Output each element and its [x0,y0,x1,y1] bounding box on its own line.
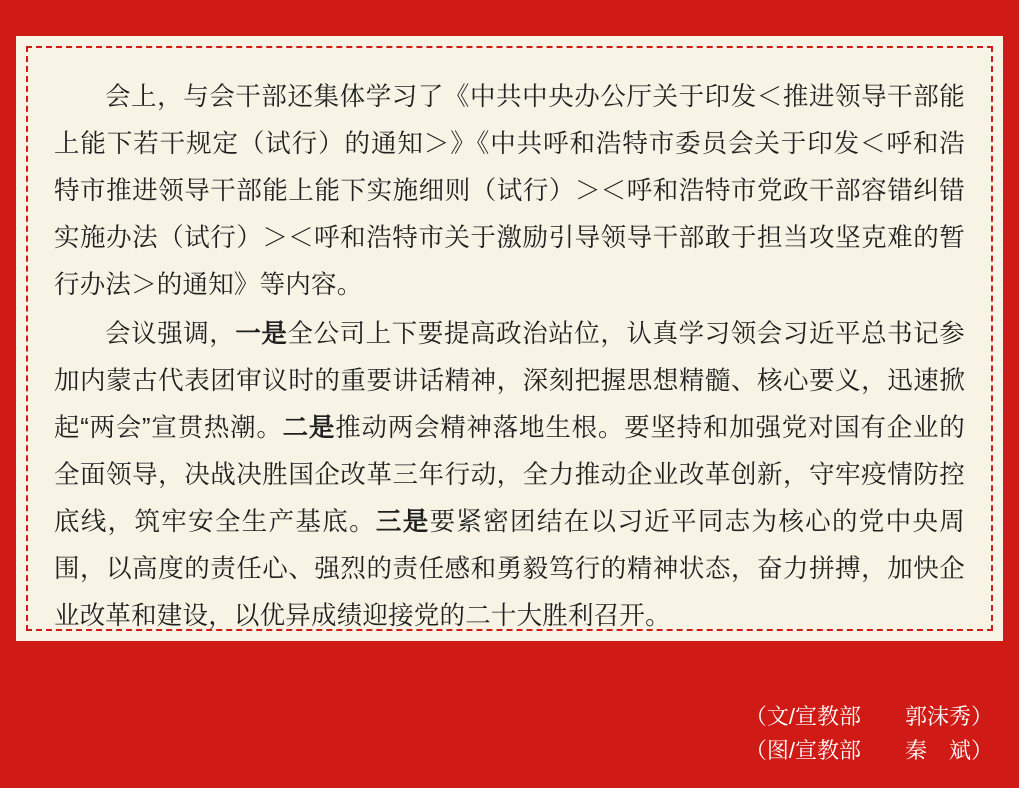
text-run: 会议强调， [105,320,236,348]
article-card [16,36,1003,641]
text-run: 推动两会精神落地生根。要坚持和加强党对国有企业的全面领导，决战决胜国企改革三年行动，全力推动企业改革创新，守牢疫情防控底线，筑牢安全生产基底。 [54,414,965,536]
credit-line-text: （文/宣教部 郭沫秀） [744,704,993,729]
credit-line-photo: （图/宣教部 秦 斌） [744,738,993,763]
article-body [54,74,965,631]
text-run: 要紧密团结在以习近平同志为核心的党中央周围，以高度的责任心、强烈的责任感和勇毅笃行的精神状态，奋力拼搏，加快企业改革和建设，以优异成绩迎接党的二十大胜利召开。 [54,508,965,630]
text-run: 全公司上下要提高政治站位，认真学习领会习近平总书记参加内蒙古代表团审议时的重要讲话精神，深刻把握思想精髓、核心要义，迅速掀起“两会”宣贯热潮。 [54,320,965,442]
paragraph-1 [54,74,965,309]
article-card-dashed-border [26,46,993,631]
emphasis-run: 三是 [375,508,430,536]
emphasis-run: 一是 [235,320,288,348]
emphasis-run: 二是 [282,414,336,442]
text-run: 会上，与会干部还集体学习了《中共中央办公厅关于印发＜推进领导干部能上能下若干规定（试行）的通知＞》《中共呼和浩特市委员会关于印发＜呼和浩特市推进领导干部能上能下实施细则（试行）＞＜呼和浩特市党政干部容错纠错实施办法（试行）＞＜呼和浩特市关于激励引导领导干部敢于担当攻坚克难的暂行办法＞的通知》等内容。 [54,83,965,299]
paragraph-2 [54,311,965,631]
credits-block [745,700,993,768]
